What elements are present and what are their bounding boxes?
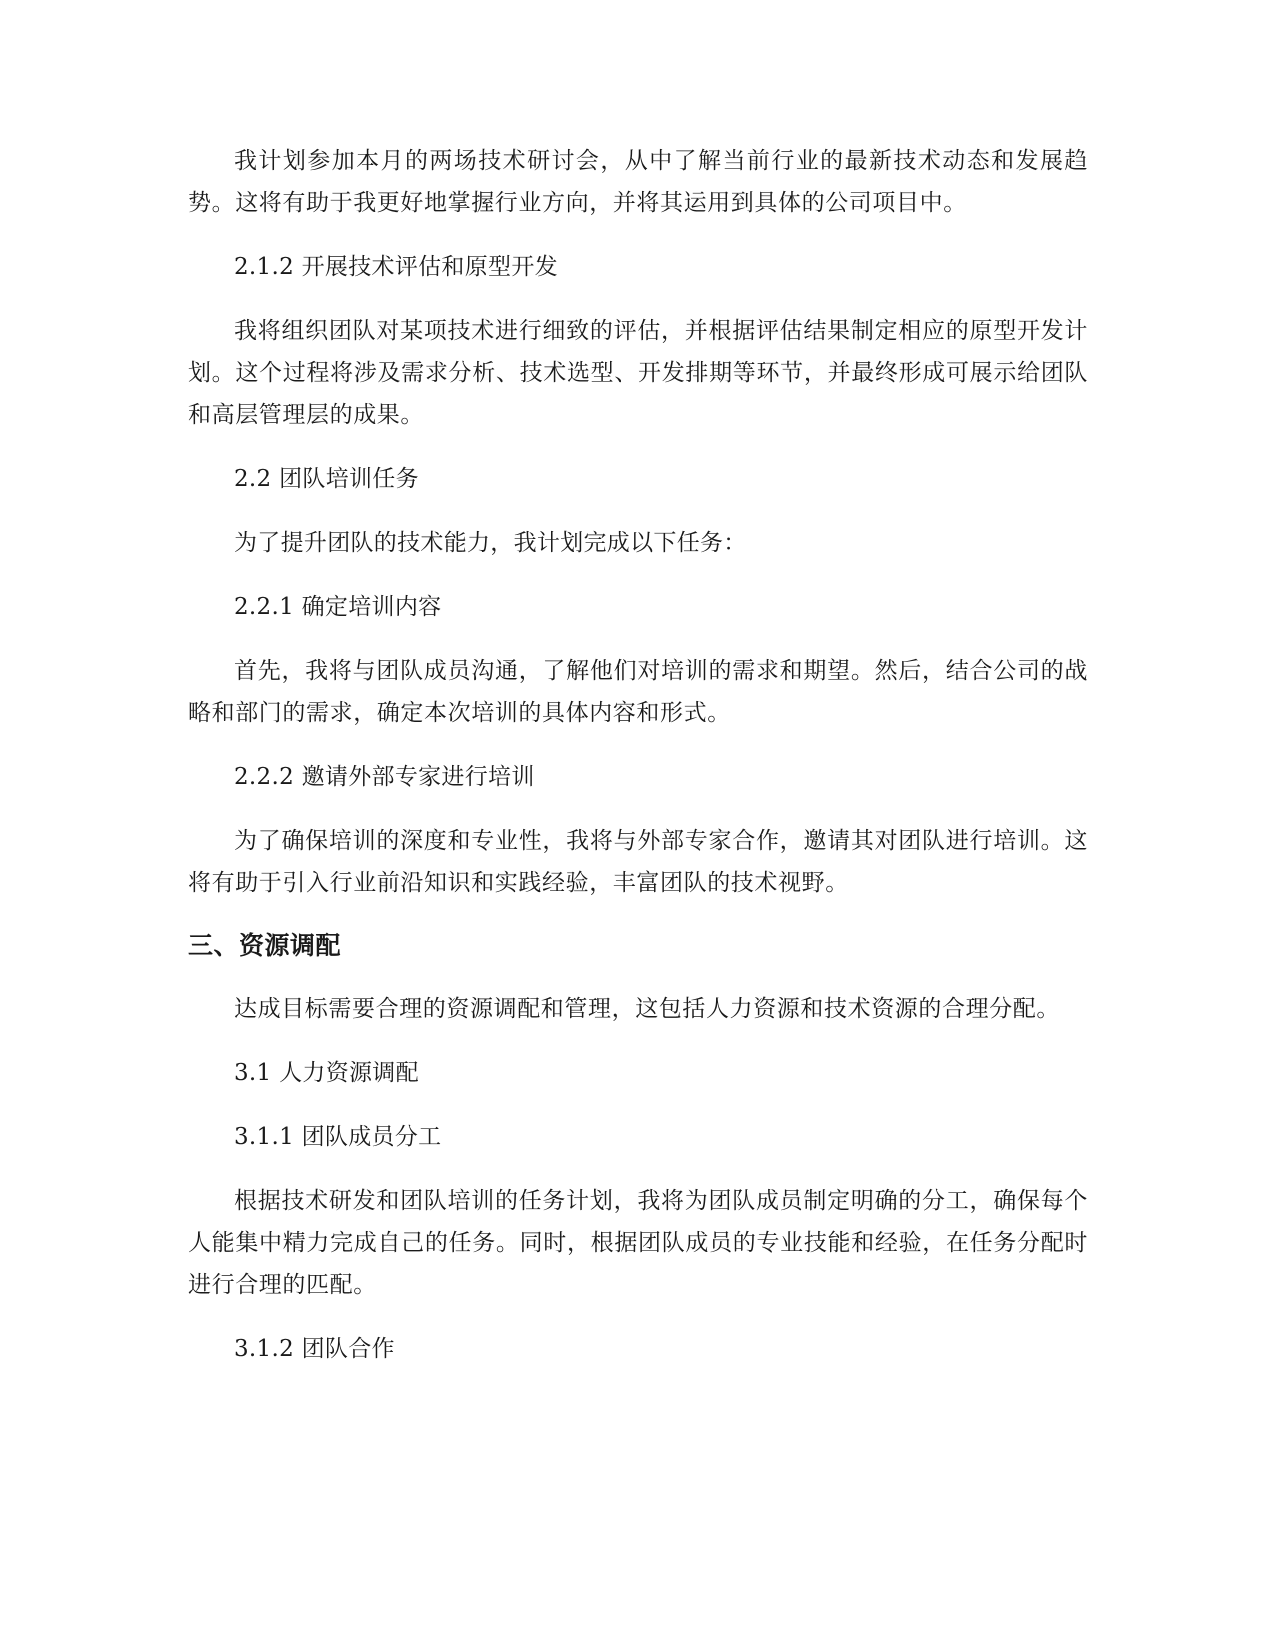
document-page	[188, 140, 1088, 1392]
paragraph-training-content: 首先，我将与团队成员沟通，了解他们对培训的需求和期望。然后，结合公司的战略和部门的需求，确定本次培训的具体内容和形式。	[188, 658, 1088, 726]
heading-2-1-2: 2.1.2 开展技术评估和原型开发	[234, 254, 558, 280]
section-heading-resources: 三、资源调配	[188, 931, 342, 960]
heading-3-1-1: 3.1.1 团队成员分工	[234, 1124, 442, 1150]
heading-3-1: 3.1 人力资源调配	[234, 1060, 419, 1086]
heading-3-1-2: 3.1.2 团队合作	[234, 1336, 395, 1362]
paragraph-training-intro: 为了提升团队的技术能力，我计划完成以下任务：	[234, 530, 747, 556]
paragraph-external-experts: 为了确保培训的深度和专业性，我将与外部专家合作，邀请其对团队进行培训。这将有助于引入行业前沿知识和实践经验，丰富团队的技术视野。	[188, 828, 1088, 896]
paragraph-team-division: 根据技术研发和团队培训的任务计划，我将为团队成员制定明确的分工，确保每个人能集中精力完成自己的任务。同时，根据团队成员的专业技能和经验，在任务分配时进行合理的匹配。	[188, 1188, 1088, 1298]
heading-2-2-1: 2.2.1 确定培训内容	[234, 594, 442, 620]
heading-2-2: 2.2 团队培训任务	[234, 466, 419, 492]
paragraph-seminar-plan: 我计划参加本月的两场技术研讨会，从中了解当前行业的最新技术动态和发展趋势。这将有助于我更好地掌握行业方向，并将其运用到具体的公司项目中。	[188, 148, 1088, 216]
paragraph-resource-intro: 达成目标需要合理的资源调配和管理，这包括人力资源和技术资源的合理分配。	[234, 996, 1060, 1022]
paragraph-tech-evaluation: 我将组织团队对某项技术进行细致的评估，并根据评估结果制定相应的原型开发计划。这个过程将涉及需求分析、技术选型、开发排期等环节，并最终形成可展示给团队和高层管理层的成果。	[188, 318, 1088, 428]
heading-2-2-2: 2.2.2 邀请外部专家进行培训	[234, 764, 535, 790]
